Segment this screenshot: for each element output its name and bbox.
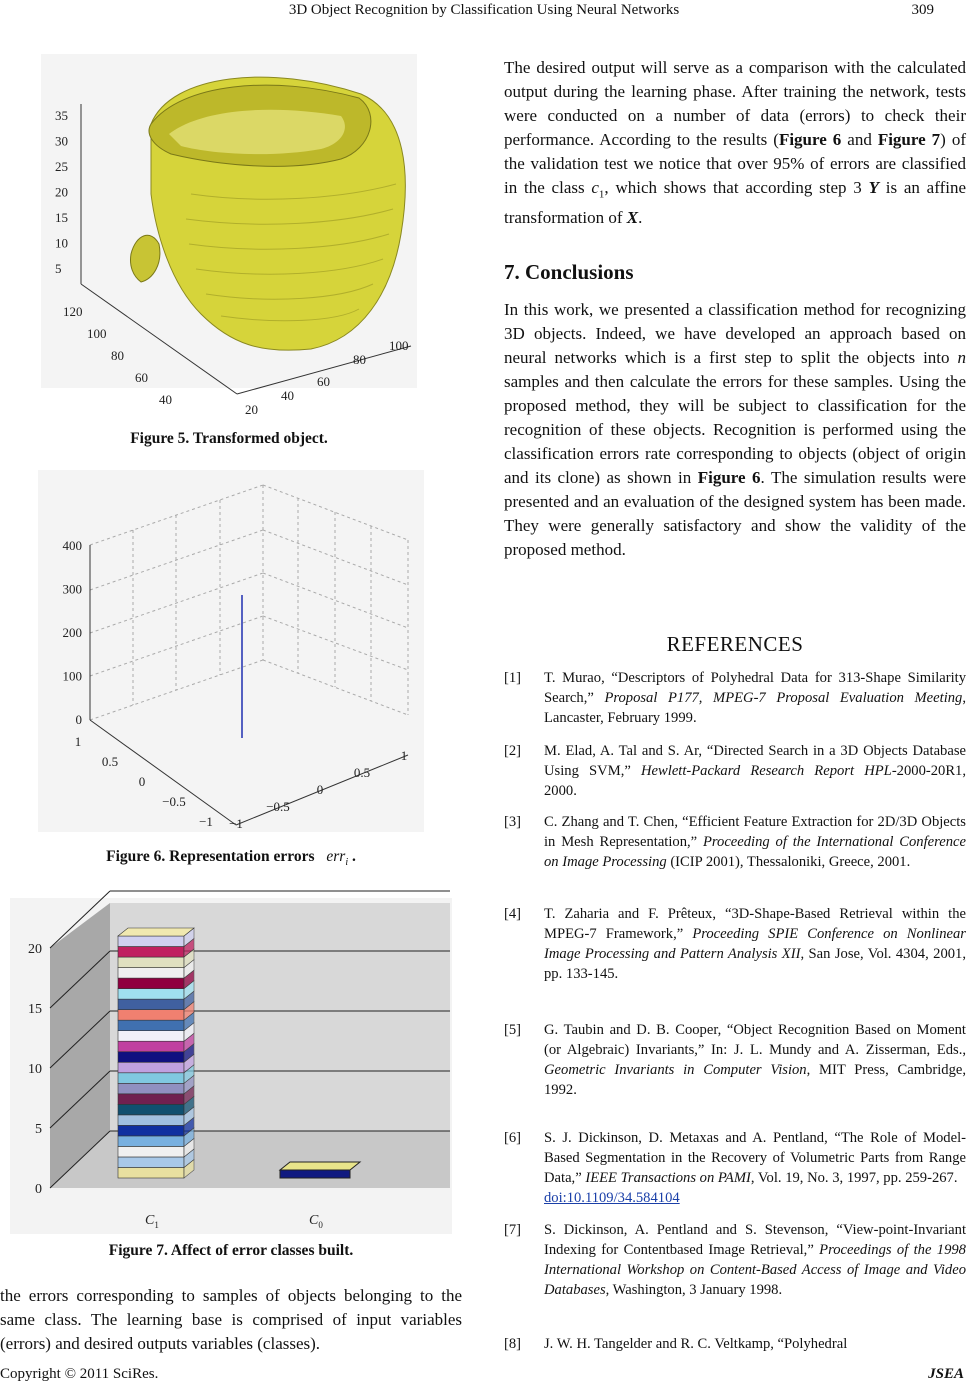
y-tick-label: 5 — [35, 1122, 42, 1137]
reference-venue: Proposal P177, MPEG-7 Proposal Evaluation Meeting — [604, 690, 963, 706]
bar-segment — [118, 1125, 184, 1136]
y-tick-label: 15 — [28, 1002, 42, 1017]
figure6-caption — [38, 848, 424, 868]
figure7-chart — [10, 898, 452, 1234]
reference-venue: Proceedings of the 1998 International Workshop on Content-Based Access of Image and Video Databases — [544, 1242, 966, 1298]
bar-segment — [118, 989, 184, 1000]
figure6-caption-text: Figure 6. Representation errors — [106, 848, 315, 865]
reference-text: G. Taubin and D. B. Cooper, “Object Recognition Based on Moment (or Algebraic) Invariants,” In: J. L. Mundy and A. Zisserman, Eds., — [544, 1022, 966, 1058]
reference-details: , Lancaster, February 1999. — [544, 690, 966, 726]
z-tick-label: 20 — [55, 184, 68, 200]
reference-text: S. Dickinson, A. Pentland and S. Stevenson, “View-point-Invariant Indexing for Contentbased Image Retrieval,” — [544, 1222, 966, 1258]
figure6-caption-suffix: . — [351, 848, 356, 865]
bar-segment — [118, 1104, 184, 1115]
bar-segment — [118, 1115, 184, 1126]
x-tick-label: 0 — [138, 774, 146, 789]
reference-item — [504, 1128, 966, 1208]
concl-text-1: In this work, we presented a classification method for recognizing 3D objects. Indeed, we have developed an approach based on neural networks which is a first step to split the objects into — [504, 300, 966, 367]
reference-number: [8] — [504, 1336, 522, 1352]
reference-text: J. W. H. Tangelder and R. C. Veltkamp, “Polyhedral — [544, 1336, 848, 1352]
x-tick-label: 60 — [135, 370, 148, 385]
concl-text-2: samples and then calculate the errors for these samples. Using the proposed method, they will be subject to classification for the recognition of these objects. Recognition is performed using the classification errors rate corresponding to objects (object of origin and its clone) as shown in — [504, 372, 966, 487]
p1-class-var: c — [591, 178, 599, 197]
footer-journal: JSEA — [928, 1366, 964, 1382]
y-tick-label: 0 — [35, 1182, 42, 1197]
y-tick-label: −0.5 — [266, 799, 290, 814]
bar-segment — [118, 978, 184, 989]
figure6-image — [38, 470, 424, 832]
reference-number: [6] — [504, 1130, 522, 1146]
p1-var-y: Y — [868, 178, 879, 197]
z-tick-label: 400 — [62, 538, 82, 553]
reference-item — [504, 1220, 966, 1300]
reference-item — [504, 668, 966, 728]
reference-number: [5] — [504, 1022, 522, 1038]
reference-number: [4] — [504, 906, 522, 922]
bar-segment — [118, 1146, 184, 1157]
z-tick-label: 10 — [55, 235, 68, 251]
x-tick-label: 80 — [111, 348, 124, 363]
running-title: 3D Object Recognition by Classification Using Neural Networks — [288, 2, 680, 18]
reference-item — [504, 741, 966, 801]
p1-text-2: ) of the validation test we notice that over 95% of errors are classified in the class — [504, 130, 966, 197]
bar-segment — [118, 957, 184, 968]
bar-segment — [118, 936, 184, 947]
reference-text: C. Zhang and T. Chen, “Efficient Feature Extraction for 2D/3D Objects in Mesh Representation,” — [544, 814, 966, 850]
reference-details: , Vol. 19, No. 3, 1997, pp. 259-267. — [750, 1170, 958, 1186]
category-label: $C_1$ — [145, 1213, 159, 1230]
figure6-caption-sub: i — [345, 857, 349, 869]
z-tick-label: 0 — [75, 712, 82, 727]
figure5-image — [41, 54, 417, 417]
x-tick-label: 100 — [87, 326, 107, 341]
reference-details: , San Jose, Vol. 4304, 2001, pp. 133-145. — [544, 946, 966, 982]
figure7-caption: Figure 7. Affect of error classes built. — [108, 1242, 354, 1259]
bar-segment — [118, 1052, 184, 1063]
reference-item — [504, 812, 966, 872]
reference-venue: Hewlett-Packard Research Report HPL — [641, 763, 892, 779]
references-heading: REFERENCES — [666, 632, 804, 656]
bar-segment — [118, 1157, 184, 1168]
y-tick-label: 0 — [316, 782, 324, 797]
y-tick-label: 100 — [389, 338, 409, 353]
y-tick-label: −1 — [229, 816, 243, 831]
z-tick-label: 30 — [55, 133, 68, 149]
concl-fig6-ref: Figure 6 — [697, 468, 761, 487]
bar-segment — [118, 1136, 184, 1147]
bar-segment — [118, 1062, 184, 1073]
reference-text: T. Zaharia and F. Prêteux, “3D-Shape-Based Retrieval within the MPEG-7 Framework,” — [544, 906, 966, 942]
category-label: $C_0$ — [309, 1213, 323, 1230]
bar-c0 — [280, 1170, 350, 1178]
x-tick-label: −1 — [199, 814, 213, 829]
bar-segment — [118, 1083, 184, 1094]
bar-c0-top — [280, 1162, 360, 1170]
z-tick-label: 200 — [62, 625, 82, 640]
bar-segment — [118, 1031, 184, 1042]
reference-number: [1] — [504, 670, 522, 686]
y-tick-label: 1 — [400, 748, 408, 763]
y-tick-label: 20 — [245, 402, 258, 417]
y-tick-label: 0.5 — [353, 765, 371, 780]
reference-details: , MIT Press, Cambridge, 1992. — [544, 1062, 966, 1098]
reference-number: [2] — [504, 743, 522, 759]
reference-venue: IEEE Transactions on PAMI — [585, 1170, 751, 1186]
x-tick-label: 40 — [159, 392, 172, 407]
p1-text-3: , which shows that according step 3 — [604, 178, 869, 197]
bar-segment — [118, 1041, 184, 1052]
z-tick-label: 300 — [62, 581, 82, 597]
bar-segment — [118, 1094, 184, 1105]
x-tick-label: 120 — [63, 304, 83, 319]
figure6-caption-var: err — [326, 848, 346, 865]
reference-number: [7] — [504, 1222, 522, 1238]
p1-text-1: The desired output will serve as a comparison with the calculated output during the learning phase. After training the network, tests were conducted on a number of data (errors) to check their performance. According to the results ( — [504, 58, 966, 149]
reference-venue: Proceeding SPIE Conference on Nonlinear Image Processing and Pattern Analysis XII — [544, 926, 966, 962]
reference-venue: Geometric Invariants in Computer Vision — [544, 1062, 807, 1078]
concl-var-n: n — [957, 348, 966, 367]
reference-venue: Proceeding of the International Conference on Image Processing — [544, 834, 967, 870]
y-tick-label: 20 — [28, 942, 42, 957]
x-tick-label: 1 — [74, 734, 82, 749]
figure5-caption: Figure 5. Transformed object. — [130, 430, 328, 447]
footer-copyright: Copyright © 2011 SciRes. — [0, 1366, 159, 1382]
z-tick-label: 35 — [55, 108, 68, 123]
x-tick-label: 0.5 — [101, 754, 119, 769]
p1-and: and — [841, 130, 878, 149]
p1-class-sub: 1 — [598, 188, 605, 201]
reference-item — [504, 904, 966, 984]
bar-segment — [118, 1020, 184, 1031]
bar-segment — [118, 1073, 184, 1084]
head-object — [130, 77, 405, 350]
bar-segment — [118, 968, 184, 979]
running-header — [0, 0, 968, 22]
page-number: 309 — [911, 2, 934, 18]
y-tick-label: 10 — [28, 1062, 42, 1077]
reference-text: S. J. Dickinson, D. Metaxas and A. Pentland, “The Role of Model-Based Segmentation in the Recovery of Volumetric Parts from Range Data,” — [544, 1130, 966, 1186]
y-tick-label: 40 — [281, 388, 294, 403]
section-heading-conclusions: 7. Conclusions — [504, 260, 634, 284]
right-paragraph-1 — [504, 56, 966, 230]
x-tick-label: −0.5 — [162, 794, 186, 809]
reference-text: M. Elad, A. Tal and S. Ar, “Directed Search in a 3D Objects Database Using SVM,” — [544, 743, 966, 779]
doi-link[interactable]: doi:10.1109/34.584104 — [544, 1190, 680, 1206]
figure7-image — [10, 898, 452, 1234]
bar-top — [118, 928, 194, 936]
left-paragraph: the errors corresponding to samples of objects belonging to the same class. The learning base is comprised of input variables (errors) and desired outputs variables (classes). — [0, 1286, 462, 1353]
p1-text-5: . — [638, 208, 643, 228]
z-tick-label: 5 — [55, 261, 62, 276]
bar-segment — [118, 1167, 184, 1178]
p1-fig6-ref: Figure 6 — [778, 130, 842, 149]
concl-text-3: . The simulation results were presented and an evaluation of the designed system has been made. They were generally satisfactory and show the validity of the proposed method. — [504, 468, 967, 559]
figure5-plot — [41, 54, 417, 417]
conclusions-paragraph — [504, 298, 966, 562]
bar-segment — [118, 1010, 184, 1021]
reference-text: T. Murao, “Descriptors of Polyhedral Data for 313-Shape Similarity Search,” — [544, 670, 966, 706]
reference-item — [504, 1020, 966, 1100]
y-tick-label: 80 — [353, 352, 366, 367]
z-tick-label: 100 — [62, 668, 82, 684]
p1-fig7-ref: Figure 7 — [877, 130, 941, 149]
z-tick-label: 25 — [55, 159, 68, 174]
reference-details: -2000-20R1, 2000. — [544, 763, 966, 799]
reference-details: (ICIP 2001), Thessaloniki, Greece, 2001. — [666, 854, 911, 870]
reference-item — [504, 1334, 966, 1354]
z-tick-label: 15 — [55, 210, 68, 225]
p1-text-4: is an affine transformation of — [504, 178, 966, 228]
reference-details: , Washington, 3 January 1998. — [605, 1282, 783, 1298]
reference-number: [3] — [504, 814, 522, 830]
p1-var-x: X — [626, 208, 639, 228]
y-tick-label: 60 — [317, 374, 330, 389]
figure6-plot — [38, 470, 424, 832]
bar-segment — [118, 999, 184, 1010]
bar-segment — [118, 947, 184, 958]
